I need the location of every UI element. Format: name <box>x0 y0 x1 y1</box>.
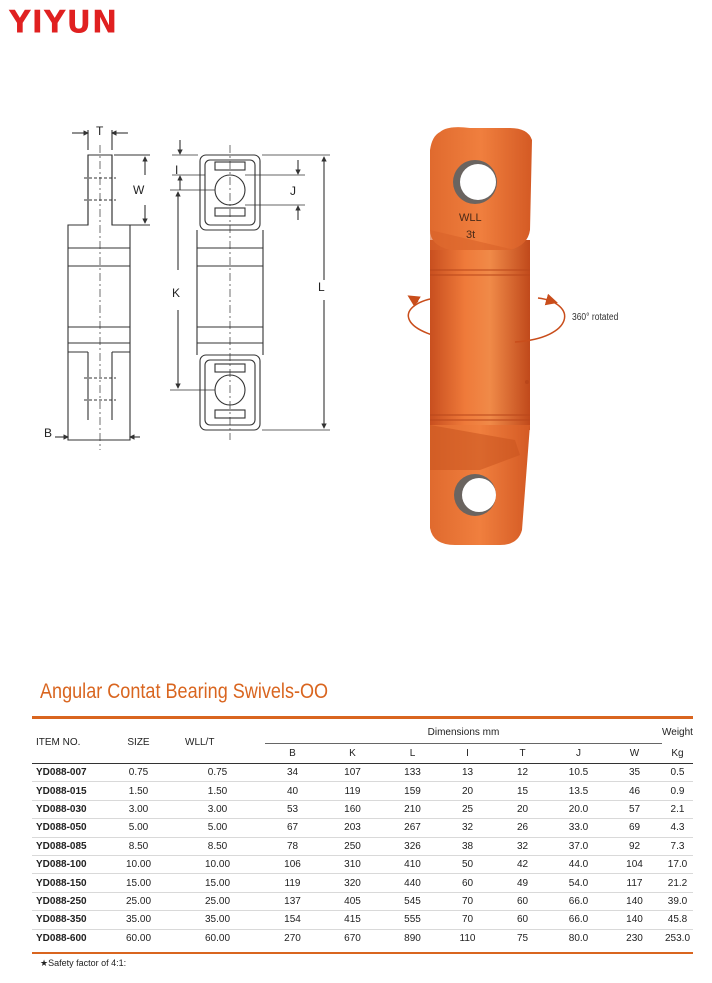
th-weight: Weight <box>662 726 693 738</box>
th-item: ITEM NO. <box>36 736 81 748</box>
cell-w: 92 <box>607 837 662 855</box>
cell-j: 66.0 <box>550 892 607 910</box>
cell-b: 119 <box>265 874 320 892</box>
cell-w: 117 <box>607 874 662 892</box>
cell-i: 38 <box>440 837 495 855</box>
cell-j: 13.5 <box>550 782 607 800</box>
cell-w: 69 <box>607 819 662 837</box>
cell-t: 42 <box>495 855 550 873</box>
cell-l: 133 <box>385 764 440 782</box>
cell-w: 104 <box>607 855 662 873</box>
cell-w: 230 <box>607 929 662 947</box>
cell-wll: 25.00 <box>170 892 265 910</box>
table-row <box>32 837 693 855</box>
cell-wll: 1.50 <box>170 782 265 800</box>
th-weight-unit: Kg <box>671 747 684 759</box>
cell-j: 20.0 <box>550 800 607 818</box>
cell-t: 20 <box>495 800 550 818</box>
cell-b: 154 <box>265 911 320 929</box>
cell-wll: 0.75 <box>170 764 265 782</box>
cell-j: 44.0 <box>550 855 607 873</box>
cell-weight: 39.0 <box>662 892 693 910</box>
cell-weight: 2.1 <box>662 800 693 818</box>
cell-item: YD088-015 <box>32 782 107 800</box>
cell-t: 60 <box>495 892 550 910</box>
th-dim-b: B <box>289 748 296 759</box>
brand-logo: YIYUN <box>9 4 119 41</box>
th-wll: WLL/T <box>185 736 215 748</box>
section-title: Angular Contat Bearing Swivels-OO <box>40 680 329 703</box>
front-view <box>170 140 330 440</box>
cell-weight: 45.8 <box>662 911 693 929</box>
th-dimensions: Dimensions mm <box>265 721 662 744</box>
cell-k: 405 <box>320 892 385 910</box>
cell-w: 140 <box>607 892 662 910</box>
cell-weight: 0.5 <box>662 764 693 782</box>
cell-l: 210 <box>385 800 440 818</box>
product-wll-label: WLL <box>459 212 482 224</box>
th-dim-l: L <box>409 748 416 759</box>
cell-w: 57 <box>607 800 662 818</box>
cell-weight: 0.9 <box>662 782 693 800</box>
th-dim-i: I <box>466 748 469 759</box>
cell-t: 15 <box>495 782 550 800</box>
cell-l: 326 <box>385 837 440 855</box>
cell-w: 35 <box>607 764 662 782</box>
cell-k: 320 <box>320 874 385 892</box>
table-row <box>32 855 693 873</box>
cell-j: 80.0 <box>550 929 607 947</box>
cell-l: 267 <box>385 819 440 837</box>
cell-size: 15.00 <box>107 874 170 892</box>
cell-item: YD088-100 <box>32 855 107 873</box>
cell-k: 250 <box>320 837 385 855</box>
cell-j: 10.5 <box>550 764 607 782</box>
cell-l: 555 <box>385 911 440 929</box>
label-w: W <box>133 183 145 197</box>
cell-b: 78 <box>265 837 320 855</box>
cell-weight: 17.0 <box>662 855 693 873</box>
product-wll-value: 3t <box>466 229 476 241</box>
cell-item: YD088-350 <box>32 911 107 929</box>
safety-footnote: ★Safety factor of 4:1: <box>40 958 127 968</box>
cell-item: YD088-250 <box>32 892 107 910</box>
cell-k: 203 <box>320 819 385 837</box>
cell-weight: 253.0 <box>662 929 693 947</box>
table-top-rule <box>32 716 693 719</box>
cell-l: 545 <box>385 892 440 910</box>
cell-weight: 4.3 <box>662 819 693 837</box>
cell-item: YD088-050 <box>32 819 107 837</box>
cell-i: 70 <box>440 892 495 910</box>
table-row <box>32 819 693 837</box>
cell-b: 34 <box>265 764 320 782</box>
table-bottom-rule <box>32 952 693 954</box>
cell-w: 140 <box>607 911 662 929</box>
cell-j: 54.0 <box>550 874 607 892</box>
cell-wll: 35.00 <box>170 911 265 929</box>
cell-b: 67 <box>265 819 320 837</box>
cell-i: 25 <box>440 800 495 818</box>
cell-size: 8.50 <box>107 837 170 855</box>
cell-size: 0.75 <box>107 764 170 782</box>
cell-item: YD088-150 <box>32 874 107 892</box>
table-row <box>32 800 693 818</box>
cell-i: 20 <box>440 782 495 800</box>
cell-j: 66.0 <box>550 911 607 929</box>
table-row <box>32 764 693 782</box>
cell-i: 70 <box>440 911 495 929</box>
cell-k: 310 <box>320 855 385 873</box>
cell-b: 270 <box>265 929 320 947</box>
cell-i: 32 <box>440 819 495 837</box>
cell-j: 33.0 <box>550 819 607 837</box>
cell-k: 107 <box>320 764 385 782</box>
cell-t: 32 <box>495 837 550 855</box>
label-b: B <box>44 426 53 440</box>
cell-k: 670 <box>320 929 385 947</box>
cell-size: 35.00 <box>107 911 170 929</box>
label-t: T <box>96 124 104 138</box>
table-row <box>32 782 693 800</box>
label-k: K <box>172 286 181 300</box>
cell-b: 40 <box>265 782 320 800</box>
cell-size: 5.00 <box>107 819 170 837</box>
cell-size: 25.00 <box>107 892 170 910</box>
product-drawing <box>0 100 712 560</box>
cell-size: 10.00 <box>107 855 170 873</box>
cell-l: 440 <box>385 874 440 892</box>
cell-w: 46 <box>607 782 662 800</box>
cell-item: YD088-007 <box>32 764 107 782</box>
cell-k: 160 <box>320 800 385 818</box>
cell-i: 60 <box>440 874 495 892</box>
label-l: L <box>318 280 325 294</box>
spec-table-body <box>32 764 693 947</box>
cell-b: 106 <box>265 855 320 873</box>
cell-k: 119 <box>320 782 385 800</box>
cell-wll: 15.00 <box>170 874 265 892</box>
th-size: SIZE <box>127 736 150 748</box>
cell-t: 26 <box>495 819 550 837</box>
cell-item: YD088-600 <box>32 929 107 947</box>
th-dim-k: K <box>349 748 356 759</box>
cell-k: 415 <box>320 911 385 929</box>
cell-l: 159 <box>385 782 440 800</box>
th-dim-t: T <box>519 748 526 759</box>
swivel-illustration <box>408 127 564 545</box>
cell-l: 890 <box>385 929 440 947</box>
spec-table <box>32 721 693 947</box>
th-dim-j: J <box>576 748 581 759</box>
table-row <box>32 911 693 929</box>
cell-l: 410 <box>385 855 440 873</box>
cell-t: 75 <box>495 929 550 947</box>
cell-wll: 60.00 <box>170 929 265 947</box>
cell-weight: 21.2 <box>662 874 693 892</box>
cell-b: 137 <box>265 892 320 910</box>
cell-t: 49 <box>495 874 550 892</box>
cell-b: 53 <box>265 800 320 818</box>
th-dim-w: W <box>629 748 640 759</box>
cell-i: 110 <box>440 929 495 947</box>
cell-size: 60.00 <box>107 929 170 947</box>
cell-wll: 10.00 <box>170 855 265 873</box>
cell-t: 60 <box>495 911 550 929</box>
cell-weight: 7.3 <box>662 837 693 855</box>
cell-t: 12 <box>495 764 550 782</box>
table-row <box>32 929 693 947</box>
cell-wll: 5.00 <box>170 819 265 837</box>
table-row <box>32 874 693 892</box>
cell-i: 50 <box>440 855 495 873</box>
label-i: I <box>175 163 179 177</box>
cell-i: 13 <box>440 764 495 782</box>
cell-size: 1.50 <box>107 782 170 800</box>
cell-size: 3.00 <box>107 800 170 818</box>
cell-item: YD088-085 <box>32 837 107 855</box>
cell-item: YD088-030 <box>32 800 107 818</box>
cell-wll: 8.50 <box>170 837 265 855</box>
table-row <box>32 892 693 910</box>
side-view <box>55 130 150 450</box>
cell-j: 37.0 <box>550 837 607 855</box>
rotation-label: 360° rotated <box>572 311 619 323</box>
cell-wll: 3.00 <box>170 800 265 818</box>
label-j: J <box>290 184 296 198</box>
